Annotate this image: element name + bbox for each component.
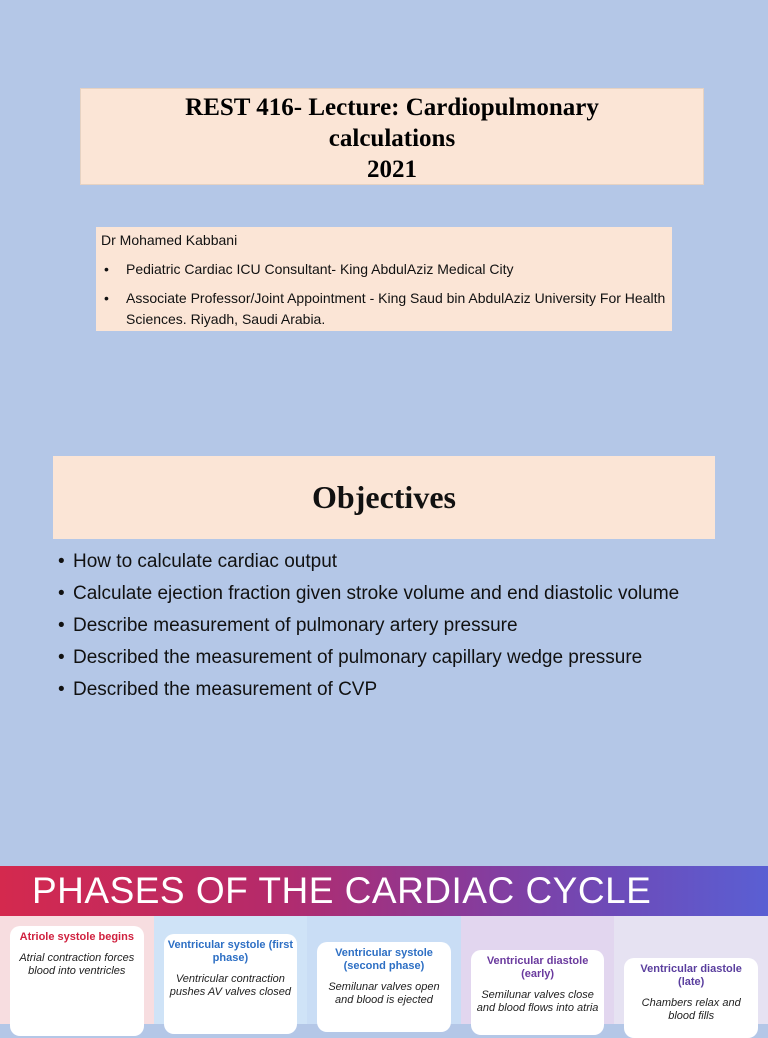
author-roles-list xyxy=(101,259,666,330)
phase-column xyxy=(461,916,615,1024)
phase-card xyxy=(164,934,298,1034)
author-role: • Pediatric Cardiac ICU Consultant- King AbdulAziz Medical City xyxy=(101,259,666,280)
phase-card xyxy=(317,942,451,1032)
phase-description: Atrial contraction forces blood into ventricles xyxy=(19,952,135,977)
phase-description: Semilunar valves open and blood is ejected xyxy=(328,981,440,1006)
phase-title: Ventricular diastole (late) xyxy=(640,963,742,988)
objectives-heading: Objectives xyxy=(53,456,715,539)
objective-item: • Describe measurement of pulmonary artery pressure xyxy=(58,614,718,638)
phase-title: Ventricular systole (second phase) xyxy=(335,947,433,972)
phase-title: Ventricular systole (first phase) xyxy=(167,939,294,964)
objectives-list xyxy=(58,550,718,710)
objective-item: • Calculate ejection fraction given stroke volume and end diastolic volume xyxy=(58,582,718,606)
phase-column xyxy=(154,916,308,1024)
phase-title: Atriole systole begins xyxy=(19,931,134,943)
cardiac-cycle-banner: PHASES OF THE CARDIAC CYCLE xyxy=(0,866,768,916)
lecture-title-line-2: calculations xyxy=(328,125,456,152)
phase-description: Chambers relax and blood fills xyxy=(641,997,741,1022)
phase-description: Semilunar valves close and blood flows into atria xyxy=(476,989,599,1014)
phase-description: Ventricular contraction pushes AV valves closed xyxy=(169,973,292,998)
phase-column xyxy=(307,916,461,1024)
objective-item: • How to calculate cardiac output xyxy=(58,550,718,574)
phase-column xyxy=(614,916,768,1024)
lecture-title-line-1: REST 416- Lecture: Cardiopulmonary xyxy=(185,94,599,121)
phase-card xyxy=(471,950,605,1035)
phase-card xyxy=(624,958,758,1038)
author-info-box xyxy=(96,227,672,331)
phase-title: Ventricular diastole (early) xyxy=(486,955,589,980)
phase-column xyxy=(0,916,154,1024)
lecture-title-box xyxy=(80,88,704,185)
objective-item: • Described the measurement of pulmonary capillary wedge pressure xyxy=(58,646,718,670)
lecture-title-year: 2021 xyxy=(367,156,417,183)
author-name: Dr Mohamed Kabbani xyxy=(101,232,238,248)
objective-item: • Described the measurement of CVP xyxy=(58,678,718,702)
phase-card xyxy=(10,926,144,1036)
author-role: • Associate Professor/Joint Appointment - King Saud bin AbdulAziz University For Health Sciences. Riyadh, Saudi Arabia. xyxy=(101,288,666,330)
cardiac-phases-strip xyxy=(0,916,768,1024)
